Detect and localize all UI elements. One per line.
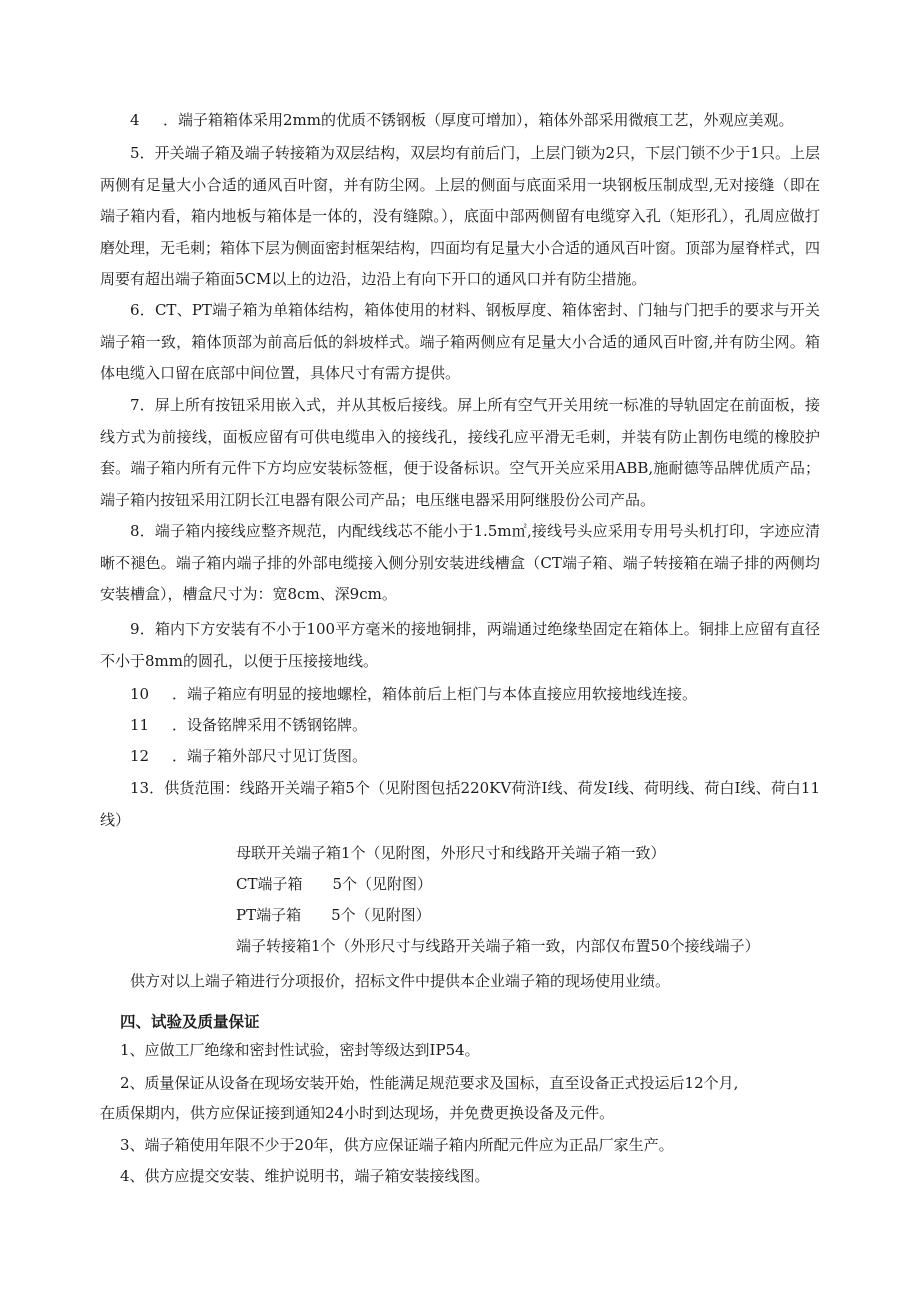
item-number: 8 xyxy=(130,522,140,540)
item-text: ．端子箱内接线应整齐规范，内配线线芯不能小于1.5m㎡,接线号头应采用专用号头机打印，字迹应清晰不褪色。端子箱内端子排的外部电缆接入侧分别安装进线槽盒（CT端子箱、端子转接箱在端子排的两侧均安装槽盒），槽盒尺寸为：宽8cm、深9cm。 xyxy=(100,522,820,603)
quality-item-2: 2、质量保证从设备在现场安装开始，性能满足规范要求及国标，直至设备正式投运后12个月, xyxy=(120,1074,739,1092)
quality-item-1: 1、应做工厂绝缘和密封性试验，密封等级达到IP54。 xyxy=(120,1041,480,1059)
item-number: 12 xyxy=(130,747,150,765)
supply-line-2: CT端子箱 5个（见附图） xyxy=(236,875,433,893)
item-11 xyxy=(130,713,367,737)
item-12 xyxy=(130,744,367,768)
item-text: ．供货范围：线路开关端子箱5个（见附图包括220KV荷浒Ⅰ线、荷发Ⅰ线、荷明线、荷白Ⅰ线、荷白11线） xyxy=(100,779,820,829)
quality-item-2-cont: 在质保期内，供方应保证接到通知24小时到达现场，并免费更换设备及元件。 xyxy=(100,1104,615,1122)
item-text: ．CT、PT端子箱为单箱体结构，箱体使用的材料、钢板厚度、箱体密封、门轴与门把手的要求与开关端子箱一致，箱体顶部为前高后低的斜坡样式。端子箱两侧应有足量大小合适的通风百叶窗,并有防尘网。箱体电缆入口留在底部中间位置，具体尺寸有需方提供。 xyxy=(100,301,820,382)
supply-note: 供方对以上端子箱进行分项报价，招标文件中提供本企业端子箱的现场使用业绩。 xyxy=(130,972,671,990)
item-text: ．屏上所有按钮采用嵌入式，并从其板后接线。屏上所有空气开关用统一标准的导轨固定在前面板，接线方式为前接线，面板应留有可供电缆串入的接线孔，接线孔应平滑无毛刺，并装有防止割伤电缆的橡胶护套。端子箱内所有元件下方均应安装标签框，便于设备标识。空气开关应采用ABB,施耐德等品牌优质产品；端子箱内按钮采用江阴长江电器有限公司产品；电压继电器采用阿继股份公司产品。 xyxy=(100,396,820,509)
item-8 xyxy=(100,516,820,611)
item-number: 5 xyxy=(130,144,140,162)
item-13 xyxy=(100,773,820,836)
item-5 xyxy=(100,138,820,296)
item-number: 11 xyxy=(130,716,150,734)
supply-line-1: 母联开关端子箱1个（见附图，外形尺寸和线路开关端子箱一致） xyxy=(236,844,666,862)
item-number: 6 xyxy=(130,301,140,319)
item-text: ．设备铭牌采用不锈钢铭牌。 xyxy=(172,716,368,734)
quality-item-3: 3、端子箱使用年限不少于20年，供方应保证端子箱内所配元件应为正品厂家生产。 xyxy=(120,1136,674,1154)
item-text: ．端子箱外部尺寸见订货图。 xyxy=(172,747,368,765)
item-number: 4 xyxy=(130,111,140,129)
item-number: 10 xyxy=(130,685,150,703)
item-4 xyxy=(100,105,820,137)
section-heading: 四、试验及质量保证 xyxy=(120,1013,260,1031)
item-number: 9 xyxy=(130,620,140,638)
item-text: ．开关端子箱及端子转接箱为双层结构，双层均有前后门，上层门锁为2只，下层门锁不少于1只。上层两侧有足量大小合适的通风百叶窗，并有防尘网。上层的侧面与底面采用一块钢板压制成型,无对接缝（即在端子箱内看，箱内地板与箱体是一体的，没有缝隙。），底面中部两侧留有电缆穿入孔（矩形孔），孔周应做打磨处理，无毛刺；箱体下层为侧面密封框架结构，四面均有足量大小合适的通风百叶窗。顶部为屋脊样式，四周要有超出端子箱面5CM以上的边沿，边沿上有向下开口的通风口并有防尘措施。 xyxy=(100,144,821,288)
item-text: ．端子箱箱体采用2mm的优质不锈钢板（厚度可增加），箱体外部采用微痕工艺，外观应美观。 xyxy=(163,111,794,129)
item-number: 7 xyxy=(130,396,140,414)
item-10 xyxy=(130,682,697,706)
quality-item-4: 4、供方应提交安装、维护说明书，端子箱安装接线图。 xyxy=(120,1167,490,1185)
supply-line-4: 端子转接箱1个（外形尺寸与线路开关端子箱一致，内部仅布置50个接线端子） xyxy=(236,937,760,955)
item-text: ．箱内下方安装有不小于100平方毫米的接地铜排，两端通过绝缘垫固定在箱体上。铜排上应留有直径不小于8mm的圆孔，以便于压接接地线。 xyxy=(100,620,820,670)
item-7 xyxy=(100,390,820,516)
item-number: 13 xyxy=(130,779,150,797)
supply-line-3: PT端子箱 5个（见附图） xyxy=(236,906,431,924)
item-9 xyxy=(100,614,820,677)
item-6 xyxy=(100,295,820,390)
item-text: ．端子箱应有明显的接地螺栓，箱体前后上柜门与本体直接应用软接地线连接。 xyxy=(172,685,698,703)
